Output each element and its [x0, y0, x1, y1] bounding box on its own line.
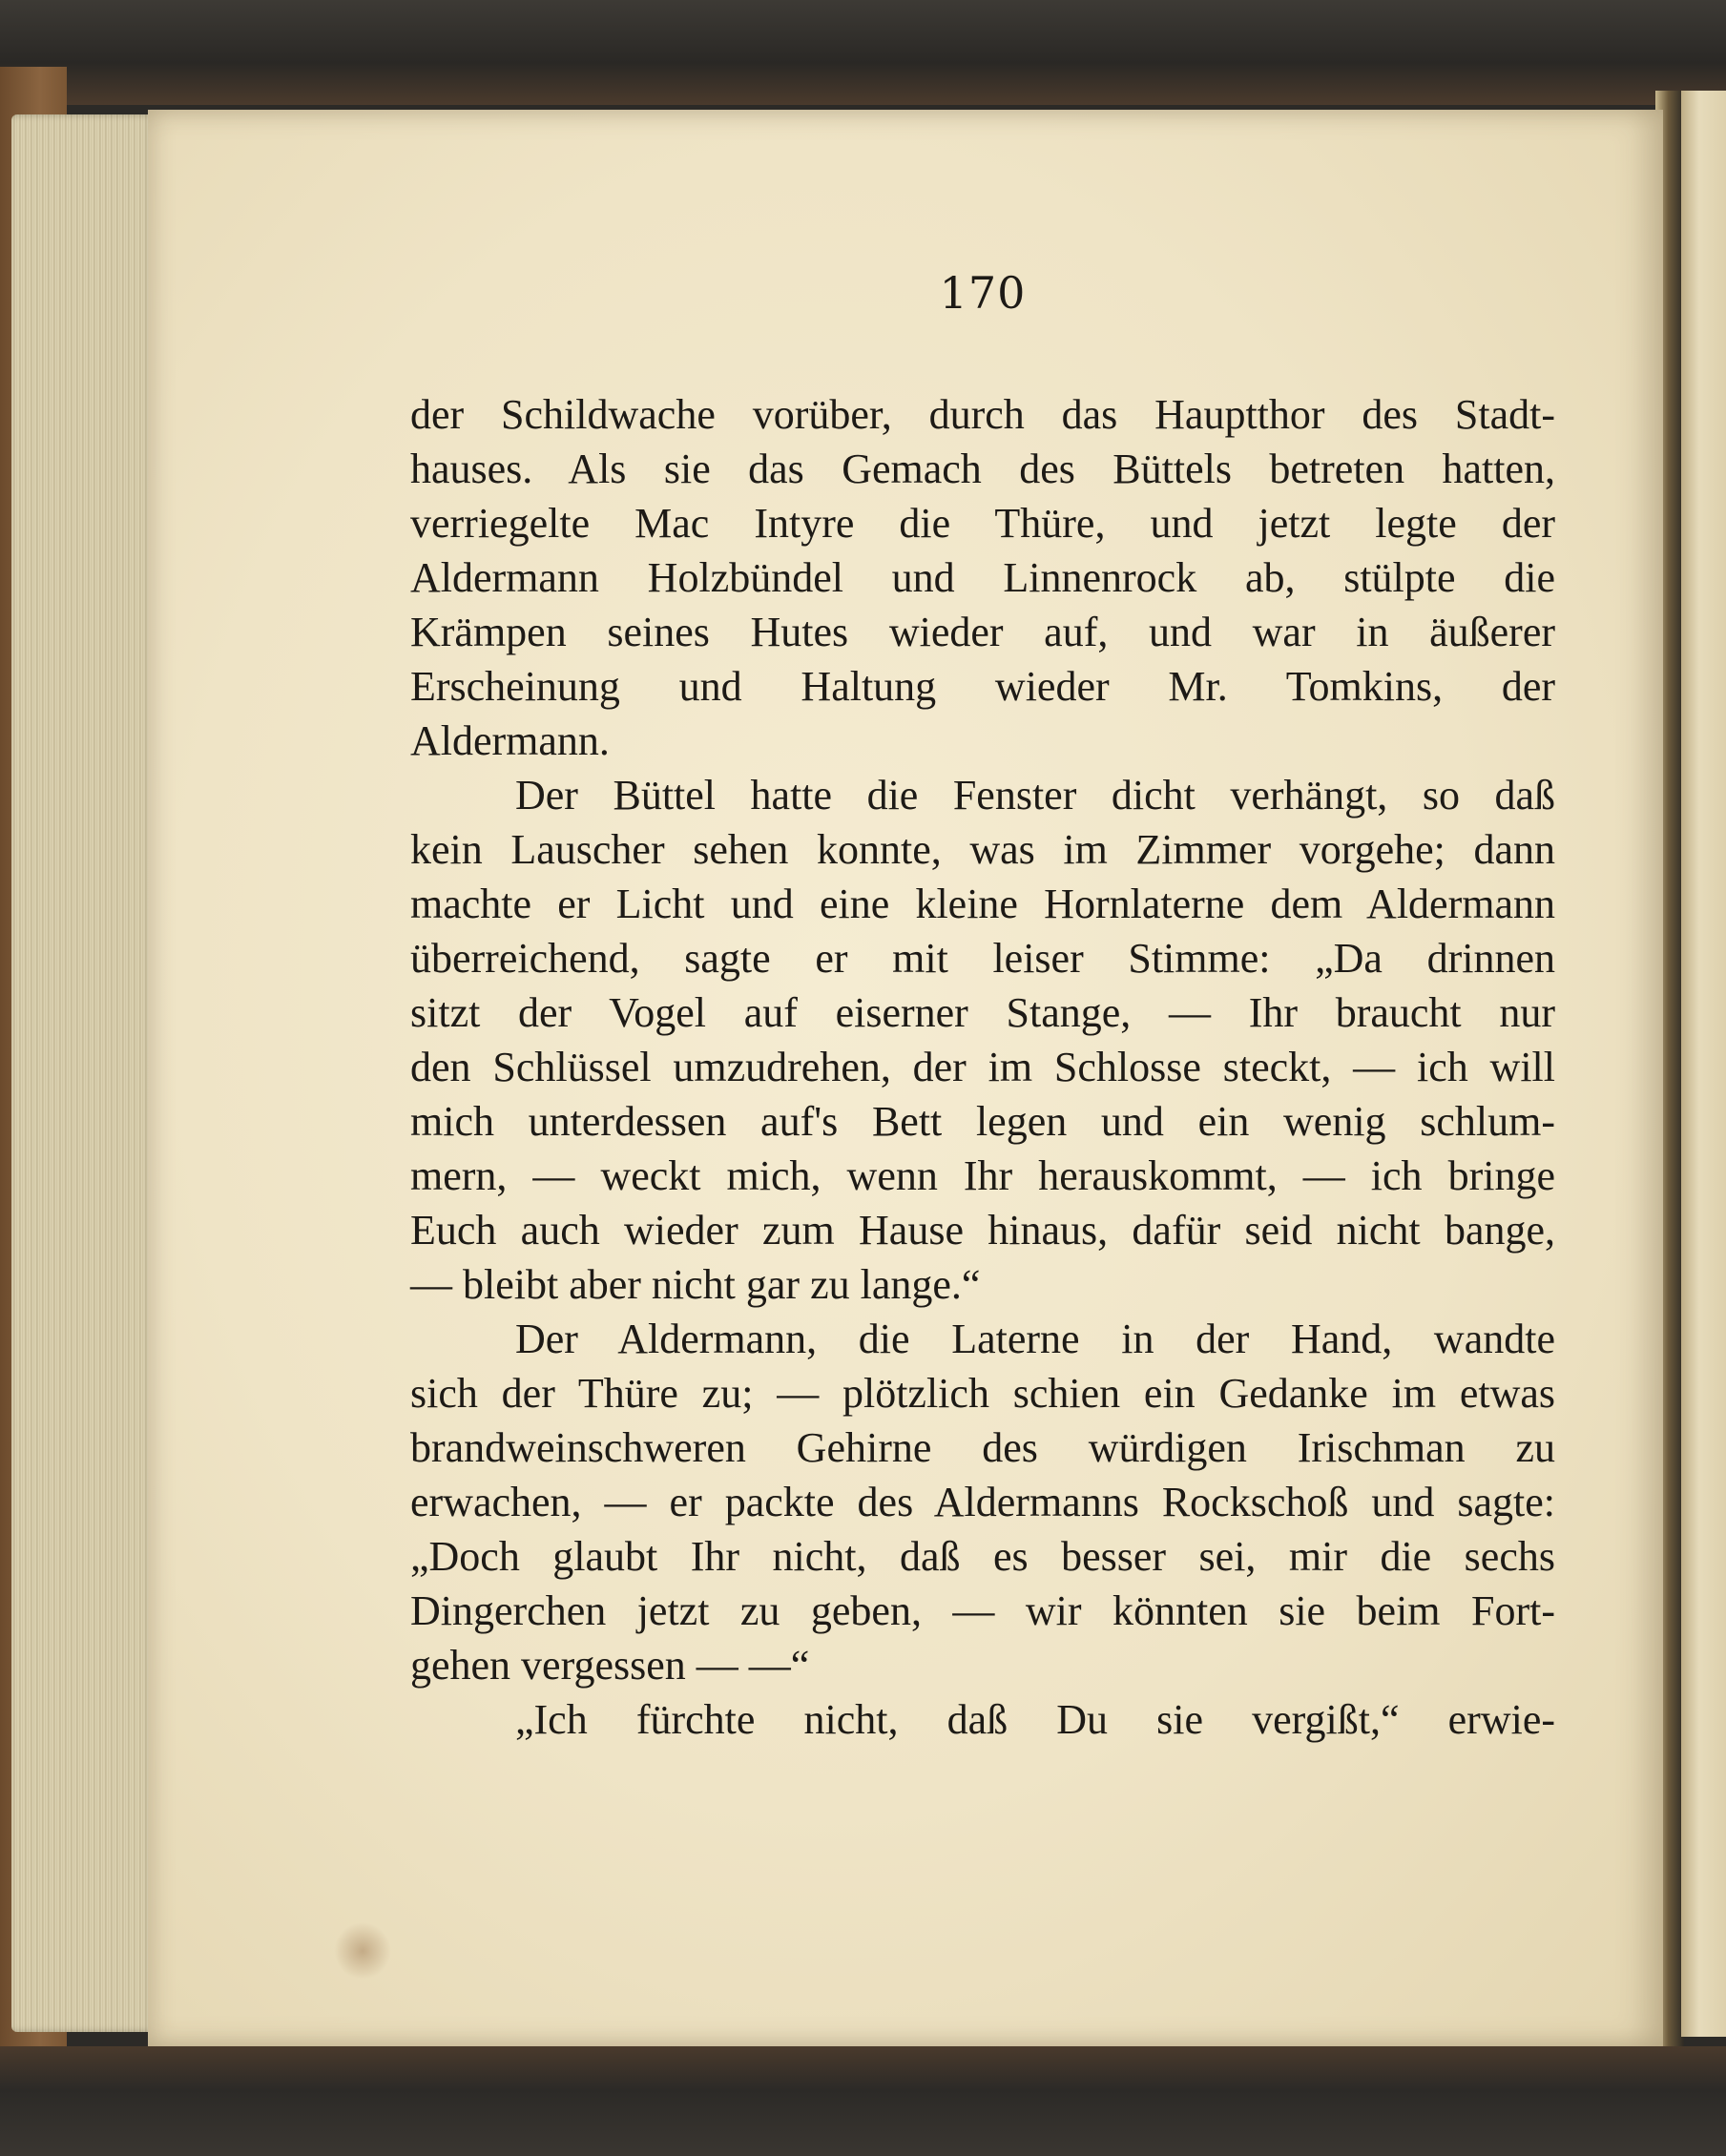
text-line: Euch auch wieder zum Hause hinaus, dafür seid nicht bange,: [410, 1207, 1555, 1254]
text-line: Aldermann Holzbündel und Linnenrock ab, stülpte die: [410, 554, 1555, 601]
book-cover-bottom: [0, 2046, 1726, 2156]
text-line: „Ich fürchte nicht, daß Du sie vergißt,“ erwie-: [515, 1696, 1555, 1743]
text-line: verriegelte Mac Intyre die Thüre, und jetzt legte der: [410, 500, 1555, 547]
paper-stain: [334, 1922, 391, 1980]
text-line: brandweinschweren Gehirne des würdigen Irischman zu: [410, 1424, 1555, 1471]
text-line: kein Lauscher sehen konnte, was im Zimmer vorgehe; dann: [410, 826, 1555, 873]
text-line: überreichend, sagte er mit leiser Stimme: „Da drinnen: [410, 935, 1555, 982]
text-line: mich unterdessen auf's Bett legen und ein wenig schlum-: [410, 1098, 1555, 1145]
text-line: Dingerchen jetzt zu geben, — wir könnten sie beim Fort-: [410, 1587, 1555, 1634]
page-text: [410, 387, 1555, 1747]
text-line: Der Büttel hatte die Fenster dicht verhängt, so daß: [515, 772, 1555, 819]
text-line: — bleibt aber nicht gar zu lange.“: [410, 1261, 981, 1308]
page-edges: [11, 114, 155, 2032]
facing-page-edge: [1681, 91, 1726, 2037]
text-line: mern, — weckt mich, wenn Ihr herauskommt, — ich bringe: [410, 1152, 1555, 1199]
text-line: den Schlüssel umzudrehen, der im Schlosse steckt, — ich will: [410, 1044, 1555, 1090]
text-line: Krämpen seines Hutes wieder auf, und war in äußerer: [410, 609, 1555, 655]
text-line: Der Aldermann, die Laterne in der Hand, wandte: [515, 1316, 1555, 1362]
text-line: sich der Thüre zu; — plötzlich schien ein Gedanke im etwas: [410, 1370, 1555, 1417]
text-line: erwachen, — er packte des Aldermanns Rockschoß und sagte:: [410, 1479, 1555, 1525]
book-cover-top: [0, 0, 1726, 105]
page-number: 170: [939, 267, 1027, 319]
text-line: Aldermann.: [410, 717, 610, 764]
text-line: sitzt der Vogel auf eiserner Stange, — Ihr braucht nur: [410, 989, 1555, 1036]
text-line: der Schildwache vorüber, durch das Hauptthor des Stadt-: [410, 391, 1555, 438]
text-line: Erscheinung und Haltung wieder Mr. Tomkins, der: [410, 663, 1555, 710]
text-line: „Doch glaubt Ihr nicht, daß es besser sei, mir die sechs: [410, 1533, 1555, 1580]
text-line: machte er Licht und eine kleine Hornlaterne dem Aldermann: [410, 881, 1555, 927]
text-line: gehen vergessen — —“: [410, 1642, 810, 1689]
text-line: hauses. Als sie das Gemach des Büttels betreten hatten,: [410, 446, 1555, 492]
